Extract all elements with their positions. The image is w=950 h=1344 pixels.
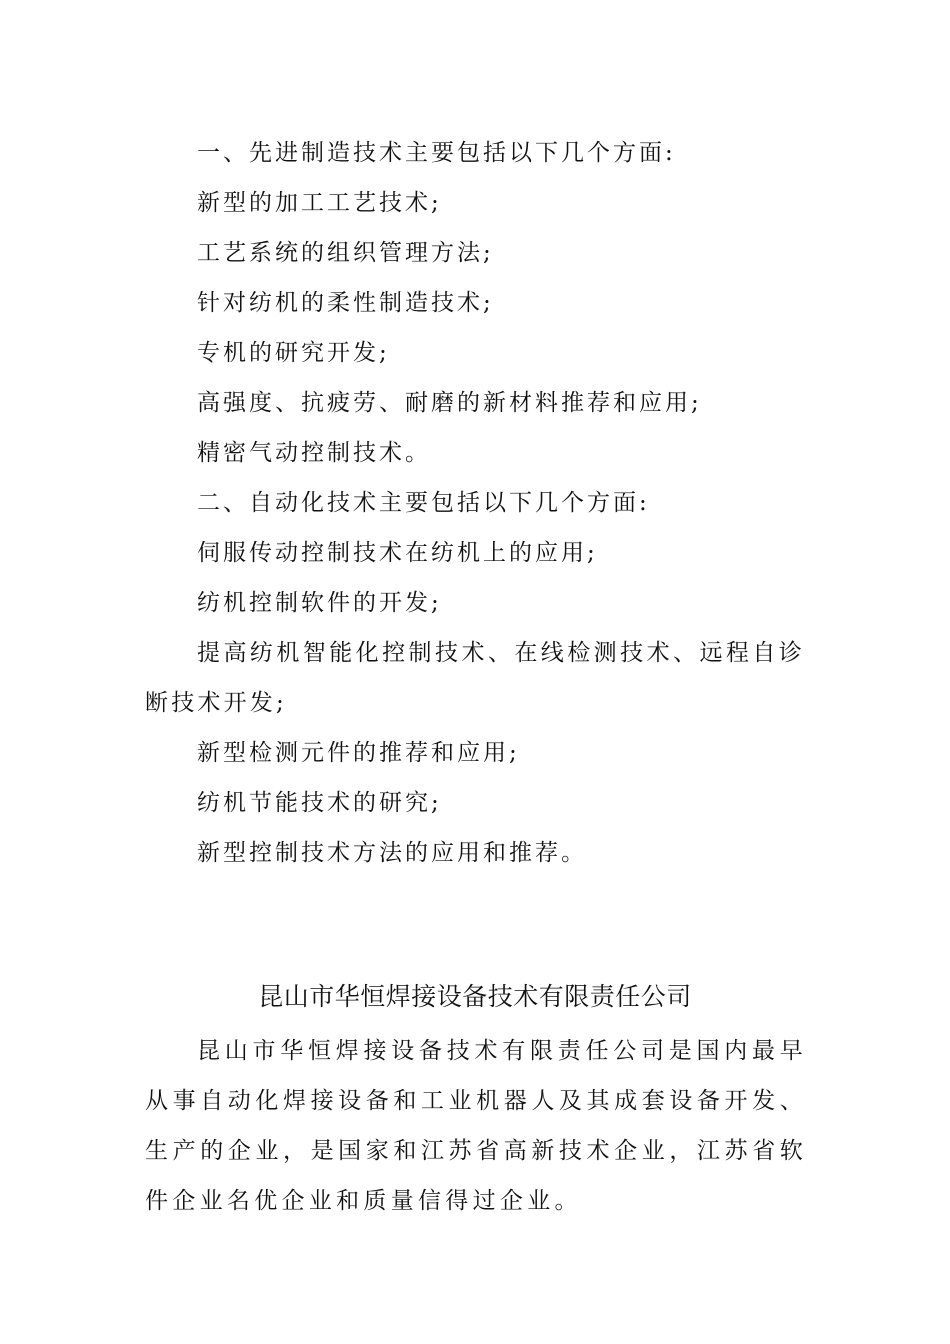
list-item: 纺机控制软件的开发; xyxy=(197,590,442,616)
list-item: 高强度、抗疲劳、耐磨的新材料推荐和应用; xyxy=(197,390,702,416)
list-item-wrapped: 提高纺机智能化控制技术、在线检测技术、远程自诊断技术开发; xyxy=(145,640,805,716)
list-item: 专机的研究开发; xyxy=(197,340,390,366)
list-item: 针对纺机的柔性制造技术; xyxy=(197,290,494,316)
company-paragraph: 昆山市华恒焊接设备技术有限责任公司是国内最早从事自动化焊接设备和工业机器人及其成套设备开发、生产的企业，是国家和江苏省高新技术企业，江苏省软件企业名优企业和质量信得过企业。 xyxy=(145,1038,807,1214)
list-item: 新型检测元件的推荐和应用; xyxy=(197,740,520,766)
list-item: 纺机节能技术的研究; xyxy=(197,790,442,816)
heading-advanced-manufacturing: 一、先进制造技术主要包括以下几个方面: xyxy=(197,140,676,166)
list-item: 工艺系统的组织管理方法; xyxy=(197,240,494,266)
technology-section xyxy=(145,128,805,878)
company-title: 昆山市华恒焊接设备技术有限责任公司 xyxy=(258,982,692,1011)
list-item: 伺服传动控制技术在纺机上的应用; xyxy=(197,540,598,566)
heading-automation: 二、自动化技术主要包括以下几个方面: xyxy=(197,490,650,516)
list-item: 新型的加工工艺技术; xyxy=(197,190,442,216)
list-item: 新型控制技术方法的应用和推荐。 xyxy=(197,840,587,866)
list-item: 精密气动控制技术。 xyxy=(197,440,431,466)
company-description xyxy=(145,1026,807,1226)
